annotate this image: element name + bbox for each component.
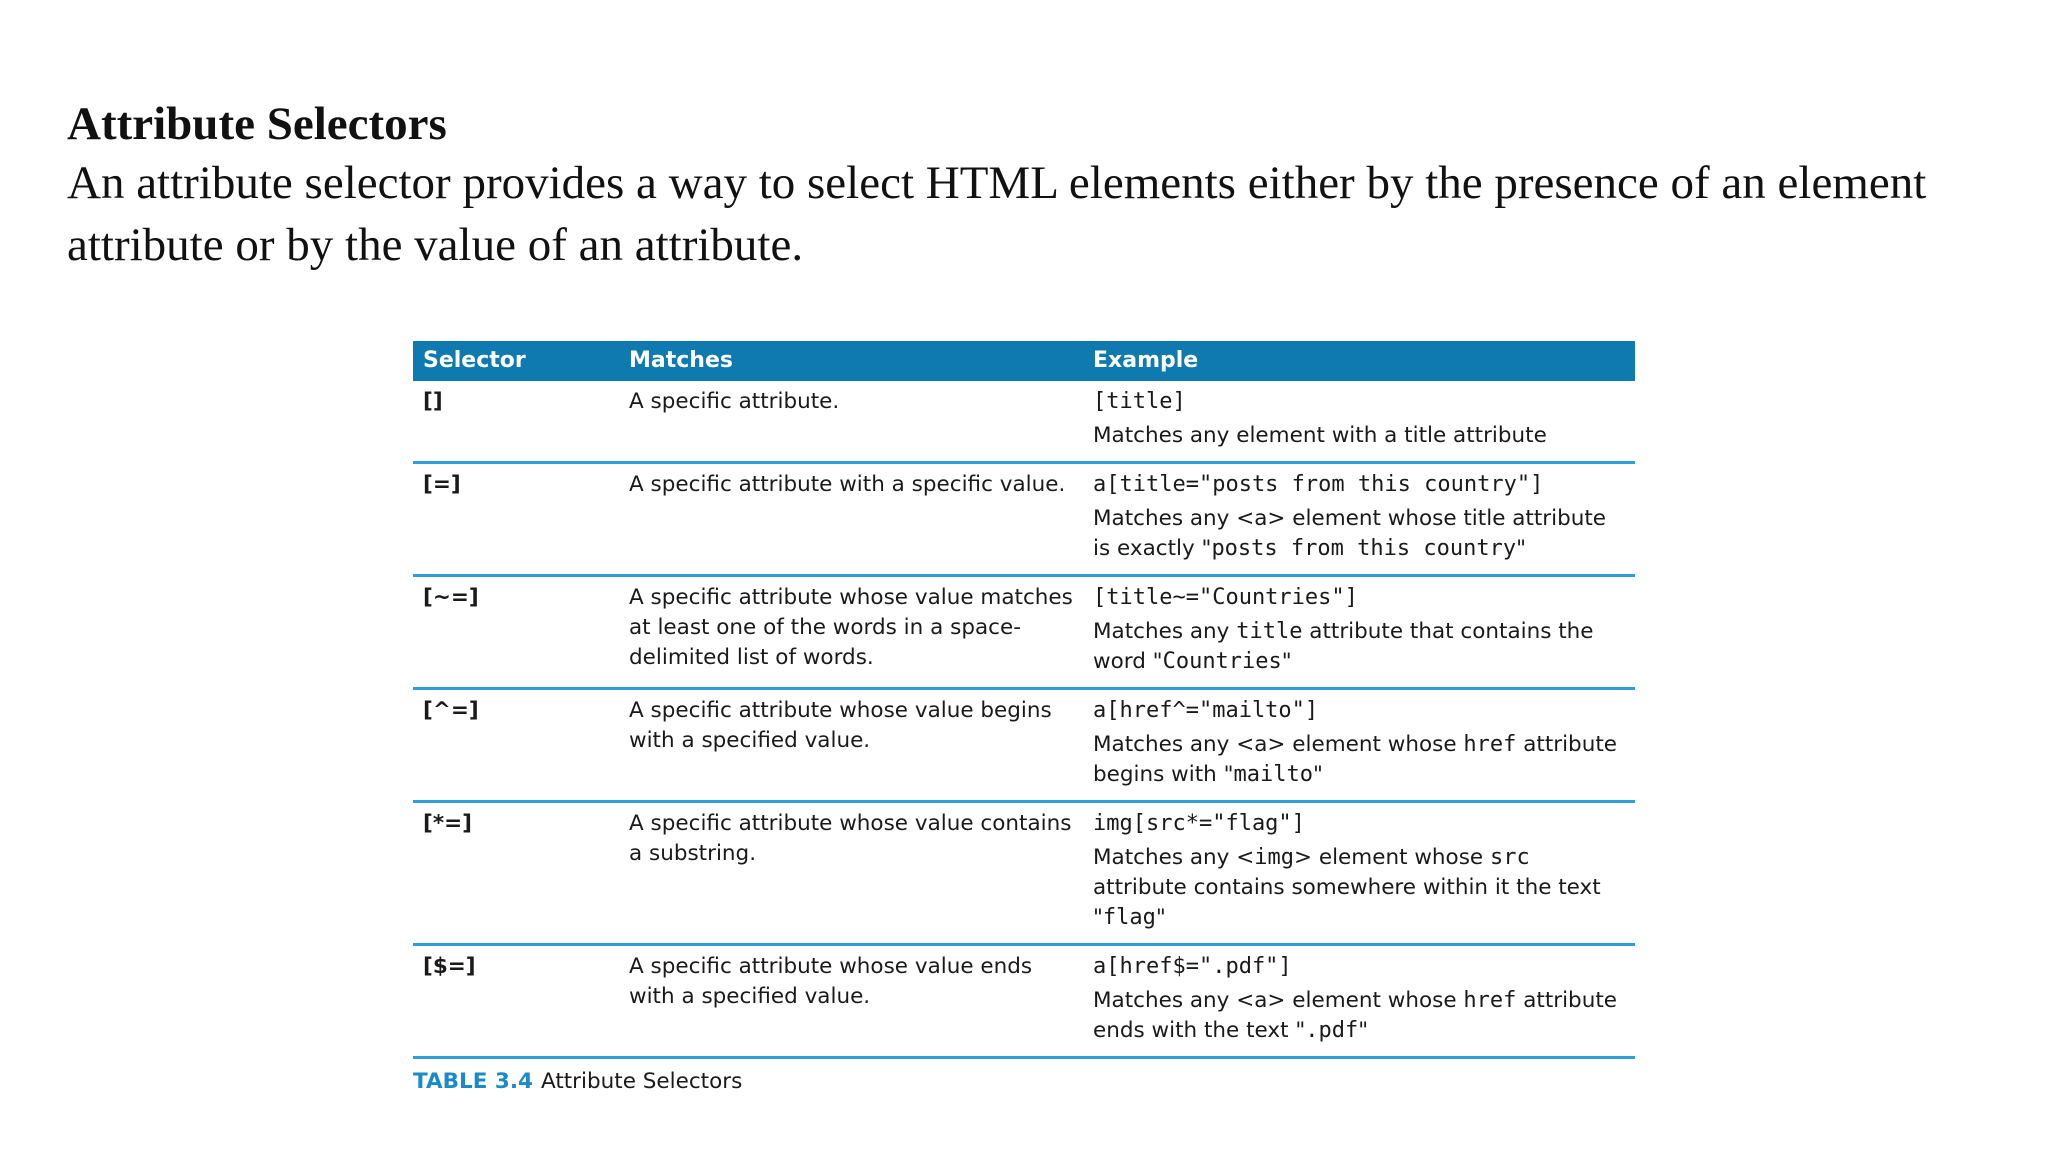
example-cell (1083, 689, 1635, 802)
example-cell (1083, 576, 1635, 689)
selector-cell: [] (413, 381, 619, 463)
header-matches: Matches (619, 341, 1083, 381)
example-description (1093, 617, 1625, 677)
example-description-text: attribute contains somewhere within it the text " (1093, 875, 1601, 930)
example-description-text: " (1155, 905, 1166, 930)
selector-cell: [$=] (413, 945, 619, 1058)
table-caption (413, 1069, 1635, 1094)
example-description-code: src (1489, 845, 1530, 870)
selector-cell: [*=] (413, 802, 619, 945)
table-caption-number: TABLE 3.4 (413, 1069, 533, 1094)
example-description-text: " (1358, 1018, 1369, 1043)
example-description-text: " (1312, 762, 1323, 787)
example-code: a[title="posts from this country"] (1093, 472, 1544, 497)
example-code: [title~="Countries"] (1093, 585, 1358, 610)
header-selector: Selector (413, 341, 619, 381)
example-description-text: Matches any <a> element whose (1093, 732, 1464, 757)
matches-cell: A specific attribute whose value begins with a specified value. (619, 689, 1083, 802)
matches-cell: A specific attribute whose value matches at least one of the words in a space-delimited list of words. (619, 576, 1083, 689)
attribute-selectors-table-figure (413, 341, 1635, 1094)
example-description-text: Matches any element with a title attribute (1093, 423, 1547, 448)
table-row (413, 945, 1635, 1058)
example-description (1093, 730, 1625, 790)
table-body (413, 381, 1635, 1058)
table-row (413, 463, 1635, 576)
example-description-code: flag (1102, 905, 1156, 930)
table-row (413, 689, 1635, 802)
example-code: [title] (1093, 389, 1186, 414)
table-caption-text: Attribute Selectors (540, 1069, 743, 1094)
matches-cell: A specific attribute with a specific value. (619, 463, 1083, 576)
example-code: a[href$=".pdf"] (1093, 954, 1292, 979)
example-description (1093, 843, 1625, 933)
example-description-code: mailto (1233, 762, 1313, 787)
example-description-text: attribute ends with the text " (1093, 988, 1617, 1043)
example-description-text: " (1281, 649, 1292, 674)
table-row (413, 576, 1635, 689)
attribute-selectors-table (413, 341, 1635, 1059)
table-row (413, 381, 1635, 463)
selector-cell: [=] (413, 463, 619, 576)
example-description (1093, 421, 1625, 451)
example-cell (1083, 381, 1635, 463)
selector-cell: [^=] (413, 689, 619, 802)
example-code: img[src*="flag"] (1093, 811, 1305, 836)
example-code: a[href^="mailto"] (1093, 698, 1319, 723)
example-cell (1083, 945, 1635, 1058)
table-row (413, 802, 1635, 945)
matches-cell: A specific attribute. (619, 381, 1083, 463)
table-header-row (413, 341, 1635, 381)
example-description-code: img (1254, 845, 1294, 870)
example-description-text: Matches any (1093, 619, 1237, 644)
example-description-code: title (1236, 619, 1303, 644)
example-description-text: Matches any <a> element whose (1093, 988, 1464, 1013)
example-description-code: href (1463, 732, 1517, 757)
example-description (1093, 986, 1625, 1046)
example-cell (1083, 463, 1635, 576)
example-description-text: attribute that contains the word " (1093, 619, 1594, 674)
slide-body-text: An attribute selector provides a way to select HTML elements either by the presence of an element attribute or by the value of an attribute. (67, 157, 1927, 271)
matches-cell: A specific attribute whose value contains a substring. (619, 802, 1083, 945)
example-description-text: Matches any <a> element whose title attribute is exactly " (1093, 506, 1607, 561)
example-description-code: .pdf (1305, 1018, 1359, 1043)
slide-title: Attribute Selectors (67, 98, 447, 150)
example-description-code: Countries (1162, 649, 1282, 674)
example-description-text: " (1516, 536, 1526, 561)
matches-cell: A specific attribute whose value ends with a specified value. (619, 945, 1083, 1058)
example-description-text: attribute begins with " (1093, 732, 1617, 787)
example-cell (1083, 802, 1635, 945)
example-description-code: href (1463, 988, 1517, 1013)
example-description-code: posts from this country (1211, 536, 1517, 561)
example-description-text: > element whose (1294, 845, 1490, 870)
example-description (1093, 504, 1625, 564)
example-description-text: Matches any < (1093, 845, 1255, 870)
header-example: Example (1083, 341, 1635, 381)
selector-cell: [~=] (413, 576, 619, 689)
